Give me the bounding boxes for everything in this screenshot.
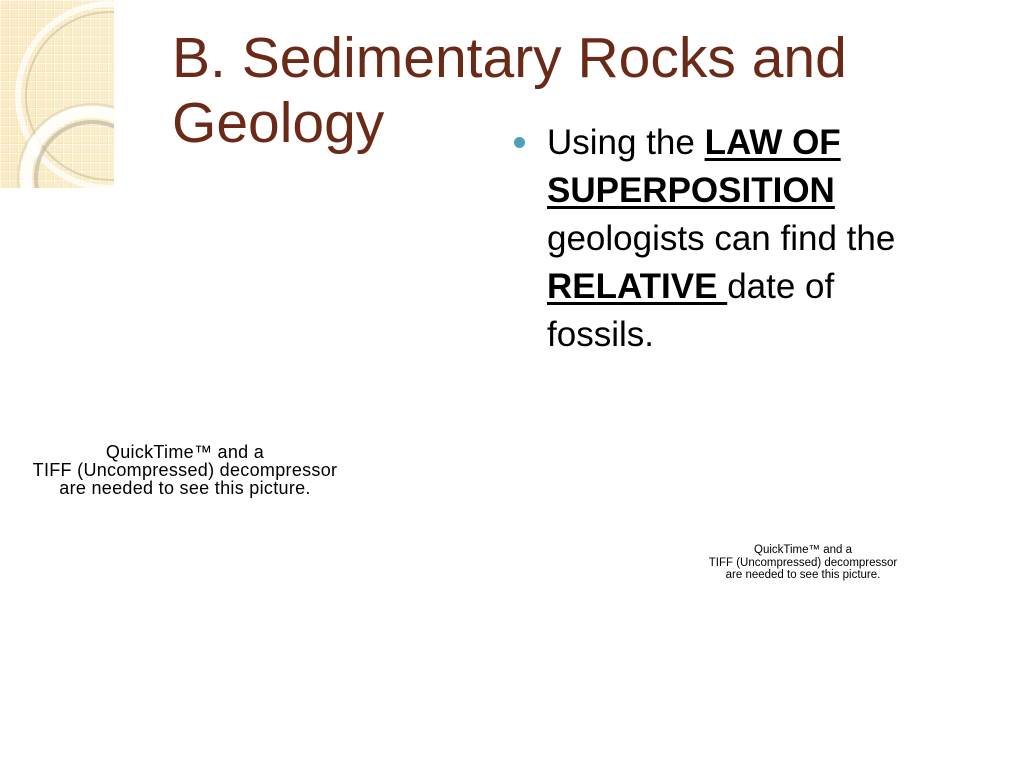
- superposition-emphasis: SUPERPOSITION: [547, 171, 835, 210]
- placeholder-line: are needed to see this picture.: [725, 569, 881, 581]
- placeholder-line: TIFF (Uncompressed) decompressor: [32, 460, 338, 480]
- relative-emphasis: RELATIVE: [547, 267, 728, 306]
- title-line-2: Geology: [172, 91, 385, 155]
- bullet-line-5: fossils.: [547, 315, 654, 354]
- placeholder-line: TIFF (Uncompressed) decompressor: [708, 556, 898, 569]
- bullet-line-4: [547, 263, 977, 311]
- bullet-line-3: geologists can find the: [547, 219, 896, 258]
- placeholder-line: QuickTime™ and a: [105, 442, 265, 462]
- bullet-marker-icon: [514, 137, 525, 148]
- law-of-emphasis: LAW OF: [704, 123, 841, 162]
- bullet-text: [547, 119, 977, 359]
- bullet-text-using: Using the: [547, 123, 705, 162]
- placeholder-line: are needed to see this picture.: [59, 478, 311, 498]
- title-line-1: B. Sedimentary Rocks and: [172, 26, 847, 90]
- missing-picture-placeholder: [0, 443, 370, 497]
- bullet-line-2: [547, 167, 977, 215]
- missing-picture-placeholder: [692, 544, 914, 582]
- corner-ornament-icon: [0, 0, 114, 188]
- bullet-text-date-of: date of: [727, 267, 835, 306]
- bullet-line-1: [547, 119, 977, 167]
- placeholder-line: QuickTime™ and a: [754, 544, 852, 556]
